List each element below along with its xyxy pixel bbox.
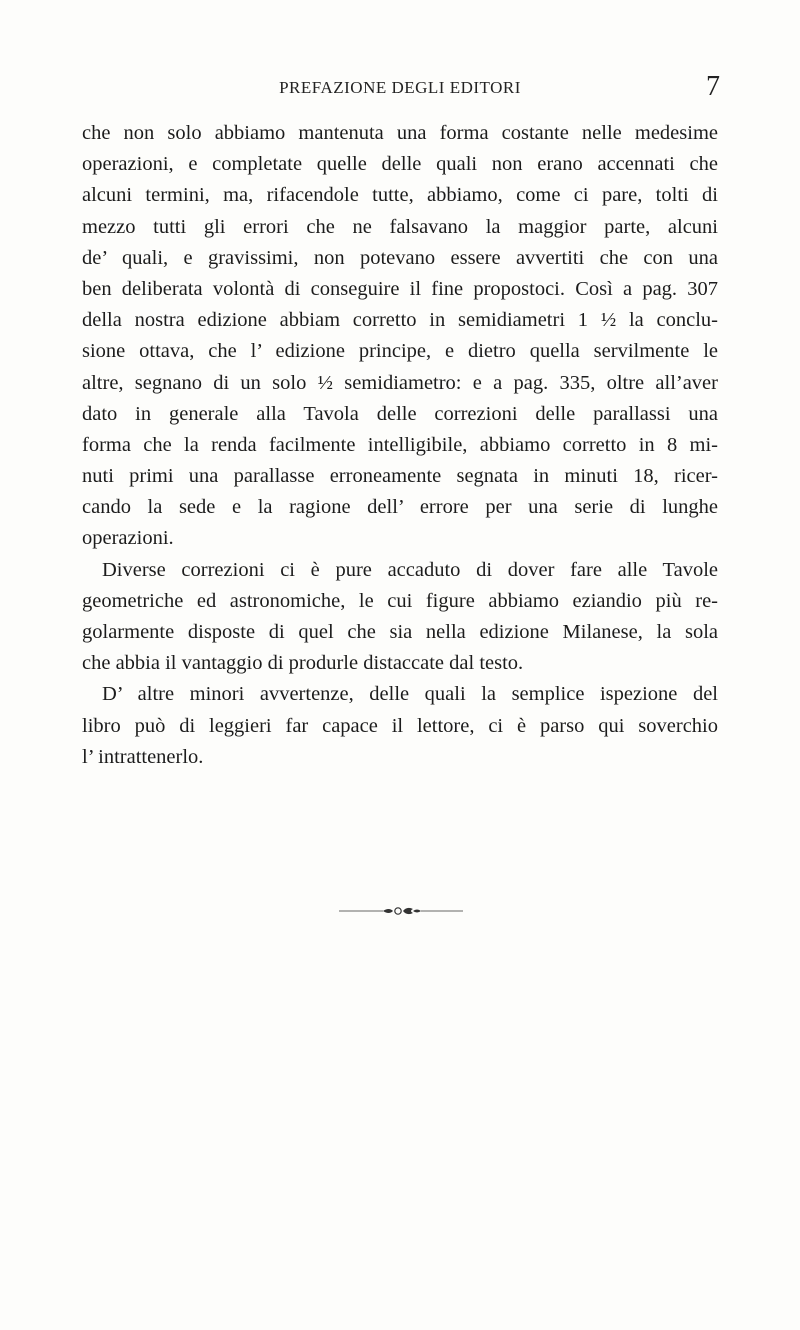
running-head: [80, 71, 720, 102]
text-line: altre, segnano di un solo ½ semidiametro: e a pag. 335, oltre all’aver: [82, 371, 718, 394]
text-line: ben deliberata volontà di conseguire il fine propostoci. Così a pag. 307: [82, 277, 718, 300]
page-number: 7: [706, 71, 720, 102]
running-title: PREFAZIONE DEGLI EDITORI: [279, 78, 521, 97]
text-line: Diverse correzioni ci è pure accaduto di dover fare alle Tavole: [102, 558, 718, 581]
text-line: de’ quali, e gravissimi, non potevano essere avvertiti che con una: [82, 246, 718, 269]
text-line: sione ottava, che l’ edizione principe, e dietro quella servilmente le: [82, 340, 718, 363]
text-line: che abbia il vantaggio di produrle distaccate dal testo.: [82, 652, 524, 675]
text-line: che non solo abbiamo mantenuta una forma costante nelle medesime: [82, 122, 718, 144]
text-line: geometriche ed astronomiche, le cui figure abbiamo eziandio più re-: [82, 589, 718, 612]
text-line: della nostra edizione abbiam corretto in semidiametri 1 ½ la conclu-: [82, 309, 718, 332]
body-text: [82, 118, 718, 773]
text-line: operazioni.: [82, 527, 174, 550]
text-line: dato in generale alla Tavola delle correzioni delle parallassi una: [82, 402, 718, 425]
text-line: cando la sede e la ragione dell’ errore per una serie di lunghe: [82, 496, 718, 519]
text-line: libro può di leggieri far capace il lettore, ci è parso qui soverchio: [82, 714, 718, 737]
text-line: forma che la renda facilmente intelligibile, abbiamo corretto in 8 mi-: [82, 433, 718, 456]
decorative-rule-ornament: [337, 904, 465, 918]
text-line: l’ intrattenerlo.: [82, 745, 204, 768]
text-line: mezzo tutti gli errori che ne falsavano la maggior parte, alcuni: [82, 215, 718, 238]
text-line: alcuni termini, ma, rifacendole tutte, abbiamo, come ci pare, tolti di: [82, 184, 718, 207]
text-line: operazioni, e completate quelle delle quali non erano accennati che: [82, 153, 718, 176]
text-line: golarmente disposte di quel che sia nella edizione Milanese, la sola: [82, 621, 718, 643]
text-line: D’ altre minori avvertenze, delle quali la semplice ispezione del: [102, 683, 718, 706]
text-line: nuti primi una parallasse erroneamente segnata in minuti 18, ricer-: [82, 465, 718, 488]
